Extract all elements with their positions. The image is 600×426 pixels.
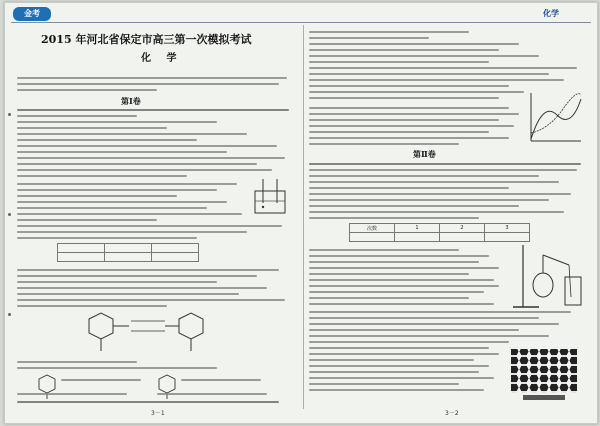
table2-cell — [440, 233, 485, 242]
text-line — [17, 109, 289, 111]
text-line — [309, 317, 539, 319]
publisher-logo: 金考 — [13, 7, 51, 21]
text-line — [309, 43, 519, 45]
text-line — [17, 83, 279, 85]
text-line — [309, 249, 459, 251]
table1-cell — [58, 253, 105, 262]
table2-header: 次数 — [350, 224, 395, 233]
text-line — [309, 371, 479, 373]
text-line — [61, 379, 141, 381]
text-line — [17, 145, 277, 147]
crystal-lattice-figure — [509, 347, 579, 403]
text-line — [17, 201, 227, 203]
text-line — [309, 131, 489, 133]
text-line — [309, 279, 494, 281]
binding-hole — [8, 113, 11, 116]
text-line — [17, 231, 247, 233]
lab-apparatus-figure — [509, 241, 585, 311]
text-line — [17, 269, 279, 271]
table1-header — [152, 244, 199, 253]
text-line — [157, 393, 267, 395]
text-line — [309, 261, 479, 263]
data-table-1 — [57, 243, 199, 262]
text-line — [309, 67, 577, 69]
text-line — [17, 361, 137, 363]
text-line — [309, 359, 474, 361]
page-number-right: 3－2 — [445, 410, 459, 417]
text-line — [309, 49, 499, 51]
text-line — [309, 341, 509, 343]
left-column — [17, 27, 299, 405]
table1-cell — [152, 253, 199, 262]
text-line — [309, 97, 499, 99]
text-line — [17, 169, 272, 171]
table1-cell — [105, 253, 152, 262]
text-line — [309, 329, 519, 331]
text-line — [17, 401, 279, 403]
text-line — [309, 193, 571, 195]
data-table-2 — [349, 223, 530, 242]
section-heading-part2: 第Ⅱ卷 — [413, 149, 436, 159]
text-line — [17, 157, 285, 159]
text-line — [17, 163, 257, 165]
text-line — [309, 365, 489, 367]
text-line — [309, 91, 524, 93]
text-line — [17, 213, 242, 215]
text-line — [309, 347, 489, 349]
table2-header: 1 — [395, 224, 440, 233]
text-line — [17, 219, 157, 221]
text-line — [309, 267, 499, 269]
text-line — [17, 133, 247, 135]
text-line — [17, 237, 197, 239]
table1-header — [58, 244, 105, 253]
structural-formula — [69, 309, 219, 357]
section-heading-part1: 第Ⅰ卷 — [121, 96, 141, 106]
column-divider — [303, 25, 304, 409]
text-line — [17, 115, 137, 117]
exam-sheet — [4, 2, 598, 424]
text-line — [309, 125, 514, 127]
text-line — [309, 383, 459, 385]
text-line — [309, 175, 539, 177]
text-line — [309, 181, 559, 183]
table2-header: 3 — [485, 224, 530, 233]
option-structures — [31, 373, 281, 401]
text-line — [17, 305, 167, 307]
text-line — [309, 187, 509, 189]
text-line — [309, 273, 469, 275]
text-line — [309, 217, 479, 219]
text-line — [309, 199, 549, 201]
exam-title: 2015 年河北省保定市高三第一次模拟考试 — [41, 33, 252, 46]
table1-header — [105, 244, 152, 253]
table2-cell — [395, 233, 440, 242]
text-line — [309, 389, 484, 391]
text-line — [17, 175, 187, 177]
text-line — [309, 163, 581, 165]
text-line — [309, 119, 499, 121]
right-column — [309, 27, 587, 405]
text-line — [309, 297, 469, 299]
text-line — [309, 55, 539, 57]
text-line — [17, 139, 197, 141]
curve-graph — [523, 89, 583, 149]
text-line — [309, 285, 499, 287]
text-line — [309, 79, 564, 81]
text-line — [309, 73, 549, 75]
header-rule — [11, 22, 591, 23]
header-subject-tag: 化学 — [543, 9, 559, 18]
binding-hole — [8, 213, 11, 216]
text-line — [309, 85, 509, 87]
text-line — [17, 195, 177, 197]
page-number-left: 3－1 — [151, 410, 165, 417]
text-line — [309, 205, 519, 207]
text-line — [309, 137, 509, 139]
table2-header: 2 — [440, 224, 485, 233]
text-line — [17, 127, 167, 129]
text-line — [17, 281, 217, 283]
text-line — [309, 353, 499, 355]
text-line — [17, 393, 127, 395]
text-line — [309, 303, 494, 305]
apparatus-figure — [249, 177, 295, 217]
text-line — [309, 291, 484, 293]
text-line — [309, 211, 564, 213]
text-line — [309, 113, 519, 115]
text-line — [17, 183, 237, 185]
text-line — [309, 255, 489, 257]
text-line — [309, 107, 509, 109]
text-line — [181, 379, 261, 381]
text-line — [17, 275, 257, 277]
text-line — [309, 169, 577, 171]
text-line — [17, 225, 282, 227]
text-line — [309, 311, 571, 313]
text-line — [309, 143, 459, 145]
text-line — [17, 287, 267, 289]
text-line — [309, 61, 489, 63]
text-line — [309, 31, 469, 33]
text-line — [17, 293, 239, 295]
subject-heading: 化 学 — [141, 53, 183, 64]
text-line — [309, 335, 549, 337]
text-line — [17, 189, 217, 191]
text-line — [309, 377, 494, 379]
binding-hole — [8, 313, 11, 316]
text-line — [17, 121, 217, 123]
text-line — [17, 77, 287, 79]
text-line — [309, 323, 559, 325]
text-line — [17, 151, 227, 153]
table2-cell — [350, 233, 395, 242]
text-line — [17, 89, 157, 91]
text-line — [17, 207, 207, 209]
text-line — [17, 367, 217, 369]
text-line — [17, 299, 285, 301]
text-line — [309, 37, 429, 39]
